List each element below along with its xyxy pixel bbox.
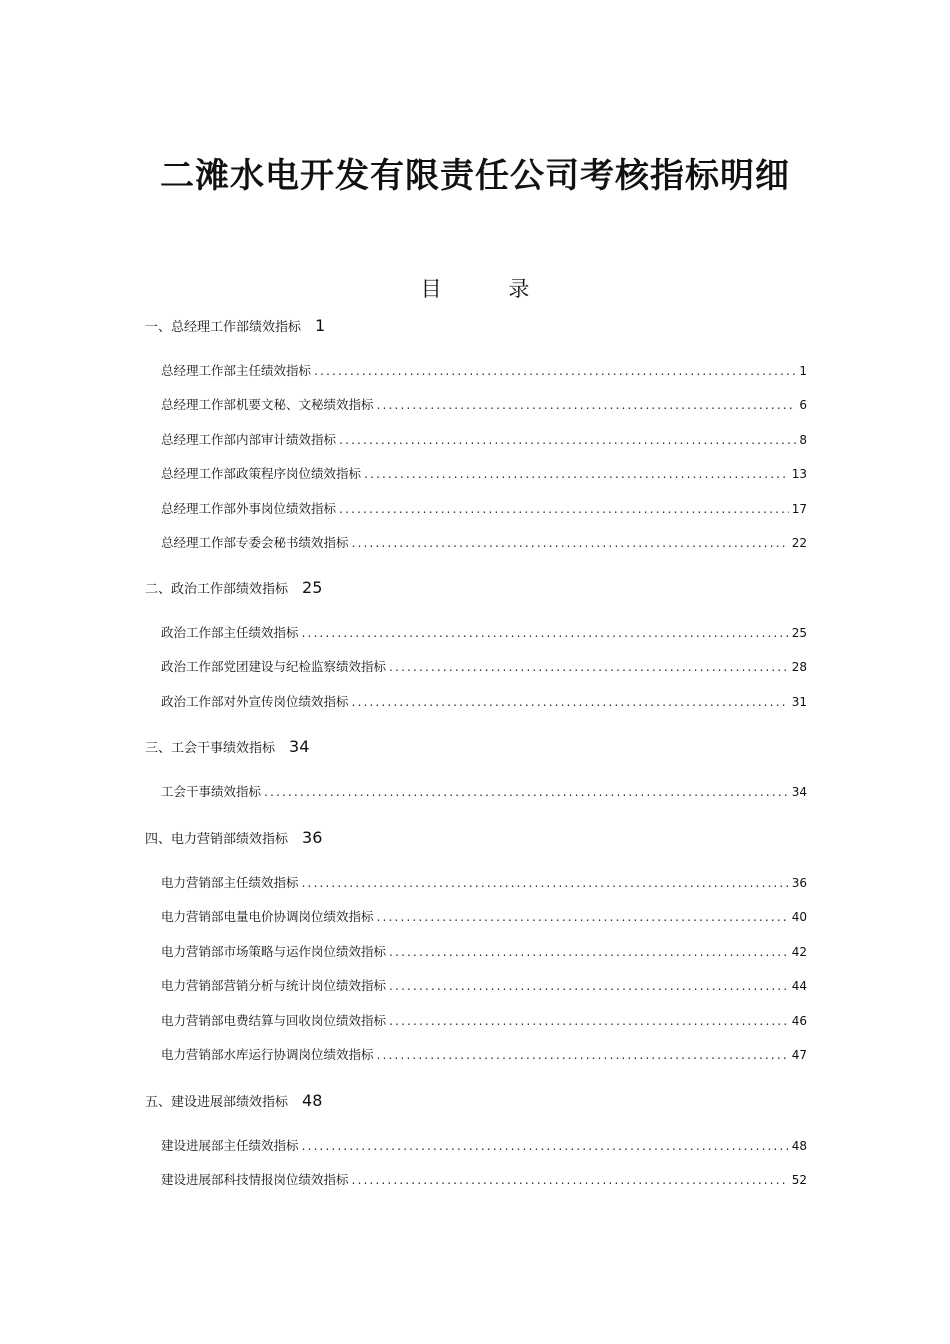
toc-entry-page: 40 bbox=[791, 910, 807, 924]
toc-entry-page: 36 bbox=[791, 876, 807, 890]
toc-dot-leader bbox=[377, 1046, 789, 1064]
toc-entry-page: 42 bbox=[791, 945, 807, 959]
toc-dot-leader bbox=[389, 658, 789, 676]
toc-entry-label: 总经理工作部机要文秘、文秘绩效指标 bbox=[161, 397, 374, 412]
toc-entry-label: 总经理工作部内部审计绩效指标 bbox=[161, 432, 337, 447]
toc-entry-label: 电力营销部水库运行协调岗位绩效指标 bbox=[161, 1047, 374, 1062]
toc-entry-page: 25 bbox=[791, 626, 807, 640]
toc-entry-label: 电力营销部市场策略与运作岗位绩效指标 bbox=[161, 944, 387, 959]
toc-section-heading[interactable] bbox=[145, 828, 322, 850]
toc-entry-page: 8 bbox=[799, 433, 807, 447]
toc-entry[interactable] bbox=[161, 1046, 807, 1064]
toc-section-label: 三、工会干事绩效指标 bbox=[145, 741, 276, 756]
toc-entry-label: 建设进展部主任绩效指标 bbox=[161, 1138, 299, 1153]
toc-dot-leader bbox=[352, 534, 789, 552]
toc-section-heading[interactable] bbox=[145, 1091, 322, 1113]
toc-entry[interactable] bbox=[161, 624, 807, 642]
toc-entry-page: 52 bbox=[791, 1173, 807, 1187]
toc-entry-page: 31 bbox=[791, 695, 807, 709]
toc-dot-leader bbox=[389, 977, 789, 995]
toc-dot-leader bbox=[339, 500, 789, 518]
toc-dot-leader bbox=[302, 624, 789, 642]
toc-dot-leader bbox=[364, 465, 789, 483]
toc-entry-label: 电力营销部电费结算与回收岗位绩效指标 bbox=[161, 1013, 387, 1028]
toc-entry[interactable] bbox=[161, 500, 807, 518]
toc-entry[interactable] bbox=[161, 534, 807, 552]
toc-entry-label: 工会干事绩效指标 bbox=[161, 784, 262, 799]
toc-entry-page: 6 bbox=[799, 398, 807, 412]
toc-section-label: 四、电力营销部绩效指标 bbox=[145, 832, 289, 847]
toc-entry-label: 总经理工作部专委会秘书绩效指标 bbox=[161, 535, 349, 550]
toc-dot-leader bbox=[352, 693, 789, 711]
document-title: 二滩水电开发有限责任公司考核指标明细 bbox=[160, 156, 790, 196]
toc-section-heading[interactable] bbox=[145, 737, 309, 759]
toc-entry[interactable] bbox=[161, 1137, 807, 1155]
toc-entry-page: 1 bbox=[799, 364, 807, 378]
toc-entry-label: 电力营销部电量电价协调岗位绩效指标 bbox=[161, 909, 374, 924]
toc-dot-leader bbox=[302, 1137, 789, 1155]
toc-entry-page: 13 bbox=[791, 467, 807, 481]
toc-entry[interactable] bbox=[161, 783, 807, 801]
toc-dot-leader bbox=[389, 943, 789, 961]
toc-entry[interactable] bbox=[161, 1012, 807, 1030]
toc-entry-label: 总经理工作部政策程序岗位绩效指标 bbox=[161, 466, 362, 481]
toc-entry-label: 政治工作部党团建设与纪检监察绩效指标 bbox=[161, 659, 387, 674]
toc-entry[interactable] bbox=[161, 943, 807, 961]
toc-entry-label: 政治工作部主任绩效指标 bbox=[161, 625, 299, 640]
toc-entry[interactable] bbox=[161, 908, 807, 926]
toc-entry-page: 17 bbox=[791, 502, 807, 516]
toc-dot-leader bbox=[314, 362, 796, 380]
toc-entry-page: 22 bbox=[791, 536, 807, 550]
toc-section-heading[interactable] bbox=[145, 316, 325, 338]
toc-entry[interactable] bbox=[161, 977, 807, 995]
toc-dot-leader bbox=[339, 431, 796, 449]
toc-section-label: 五、建设进展部绩效指标 bbox=[145, 1095, 289, 1110]
toc-heading: 目 录 bbox=[420, 277, 560, 301]
toc-entry[interactable] bbox=[161, 658, 807, 676]
toc-section-page: 48 bbox=[302, 1091, 323, 1110]
toc-section-page: 25 bbox=[302, 578, 323, 597]
toc-entry-label: 电力营销部营销分析与统计岗位绩效指标 bbox=[161, 978, 387, 993]
toc-entry-page: 44 bbox=[791, 979, 807, 993]
toc-section-heading[interactable] bbox=[145, 578, 322, 600]
toc-section-label: 一、总经理工作部绩效指标 bbox=[145, 320, 302, 335]
toc-entry-page: 48 bbox=[791, 1139, 807, 1153]
toc-section-page: 34 bbox=[289, 737, 310, 756]
toc-entry[interactable] bbox=[161, 396, 807, 414]
toc-dot-leader bbox=[389, 1012, 789, 1030]
toc-entry[interactable] bbox=[161, 693, 807, 711]
toc-entry-label: 总经理工作部主任绩效指标 bbox=[161, 363, 312, 378]
toc-entry[interactable] bbox=[161, 362, 807, 380]
toc-dot-leader bbox=[302, 874, 789, 892]
toc-entry-label: 政治工作部对外宣传岗位绩效指标 bbox=[161, 694, 349, 709]
toc-entry[interactable] bbox=[161, 874, 807, 892]
toc-entry-page: 34 bbox=[791, 785, 807, 799]
toc-entry[interactable] bbox=[161, 1171, 807, 1189]
toc-dot-leader bbox=[264, 783, 789, 801]
toc-entry-page: 46 bbox=[791, 1014, 807, 1028]
toc-entry-label: 电力营销部主任绩效指标 bbox=[161, 875, 299, 890]
toc-entry[interactable] bbox=[161, 465, 807, 483]
toc-section-label: 二、政治工作部绩效指标 bbox=[145, 582, 289, 597]
toc-dot-leader bbox=[352, 1171, 789, 1189]
toc-entry-page: 47 bbox=[791, 1048, 807, 1062]
toc-dot-leader bbox=[377, 396, 797, 414]
toc-section-page: 1 bbox=[315, 316, 326, 335]
toc-section-page: 36 bbox=[302, 828, 323, 847]
toc-dot-leader bbox=[377, 908, 789, 926]
toc-entry-label: 建设进展部科技情报岗位绩效指标 bbox=[161, 1172, 349, 1187]
toc-entry-page: 28 bbox=[791, 660, 807, 674]
toc-entry-label: 总经理工作部外事岗位绩效指标 bbox=[161, 501, 337, 516]
toc-entry[interactable] bbox=[161, 431, 807, 449]
